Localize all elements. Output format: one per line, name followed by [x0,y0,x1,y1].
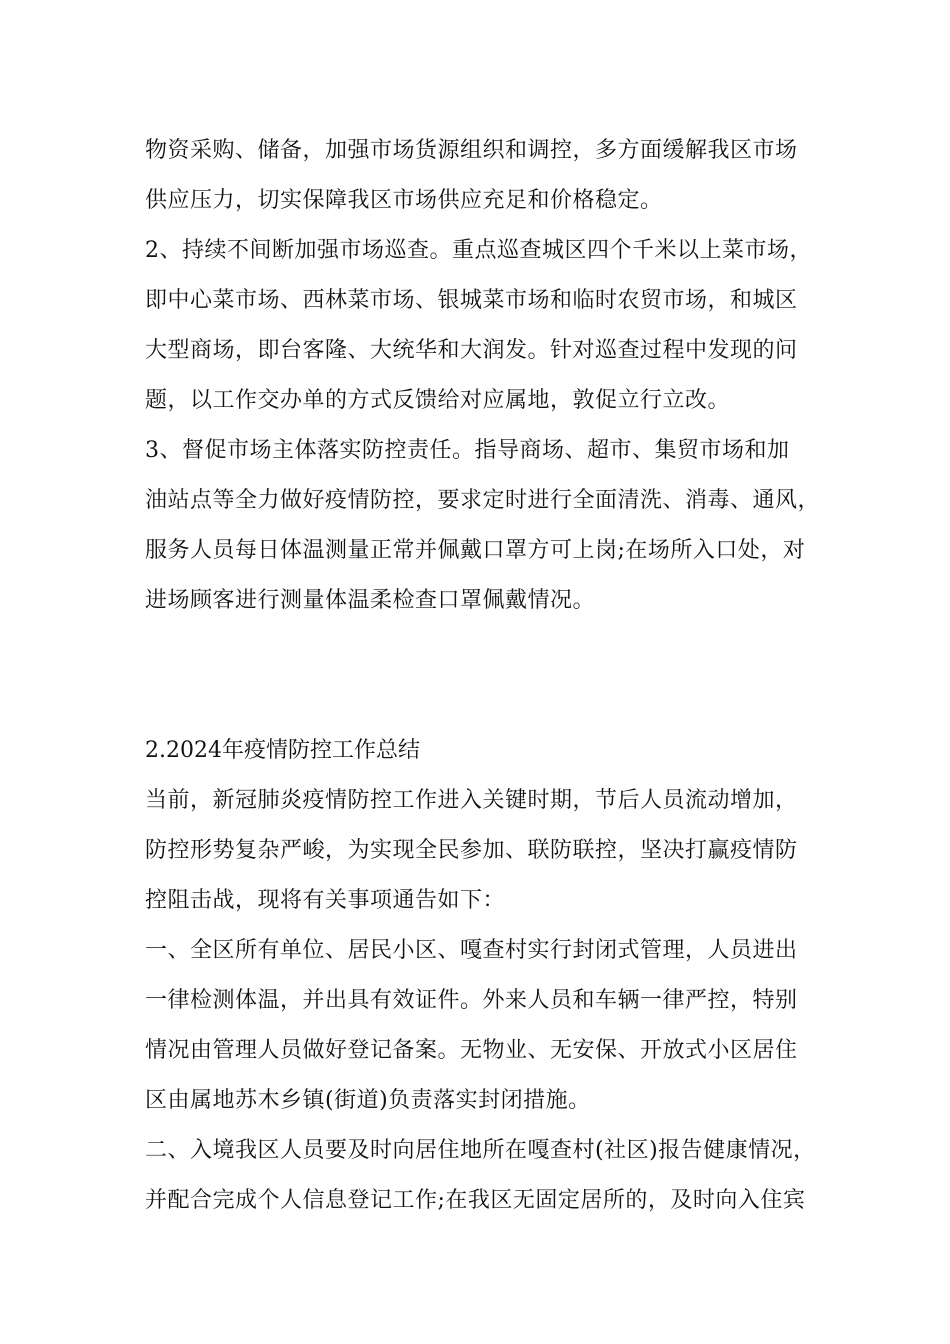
text-line-12: 当前，新冠肺炎疫情防控工作进入关键时期，节后人员流动增加， [145,788,798,813]
text-line-10: 进场顾客进行测量体温柔检查口罩佩戴情况。 [145,588,596,613]
text-line-4: 即中心菜市场、西林菜市场、银城菜市场和临时农贸市场，和城区 [145,288,798,313]
text-line-19: 二、入境我区人员要及时向居住地所在嘎查村(社区)报告健康情况， [145,1138,816,1163]
text-line-17: 情况由管理人员做好登记备案。无物业、无安保、开放式小区居住 [145,1038,798,1063]
text-line-1: 物资采购、储备，加强市场货源组织和调控，多方面缓解我区市场 [145,138,798,163]
section-heading: 2.2024年疫情防控工作总结 [145,738,420,763]
text-line-5: 大型商场，即台客隆、大统华和大润发。针对巡查过程中发现的问 [145,338,798,363]
text-line-13: 防控形势复杂严峻，为实现全民参加、联防联控，坚决打赢疫情防 [145,838,798,863]
text-line-9: 服务人员每日体温测量正常并佩戴口罩方可上岗;在场所入口处，对 [145,538,806,563]
text-line-14: 控阻击战，现将有关事项通告如下： [145,888,506,913]
text-line-20: 并配合完成个人信息登记工作;在我区无固定居所的，及时向入住宾 [145,1188,806,1213]
text-line-8: 油站点等全力做好疫情防控，要求定时进行全面清洗、消毒、通风， [145,488,821,513]
text-line-15: 一、全区所有单位、居民小区、嘎查村实行封闭式管理，人员进出 [145,938,798,963]
text-line-7: 3、督促市场主体落实防控责任。指导商场、超市、集贸市场和加 [145,438,790,463]
text-line-6: 题，以工作交办单的方式反馈给对应属地，敦促立行立改。 [145,388,731,413]
text-line-2: 供应压力，切实保障我区市场供应充足和价格稳定。 [145,188,663,213]
text-line-3: 2、持续不间断加强市场巡查。重点巡查城区四个千米以上菜市场， [145,238,812,263]
text-line-16: 一律检测体温，并出具有效证件。外来人员和车辆一律严控，特别 [145,988,798,1013]
text-line-18: 区由属地苏木乡镇(街道)负责落实封闭措施。 [145,1088,591,1113]
